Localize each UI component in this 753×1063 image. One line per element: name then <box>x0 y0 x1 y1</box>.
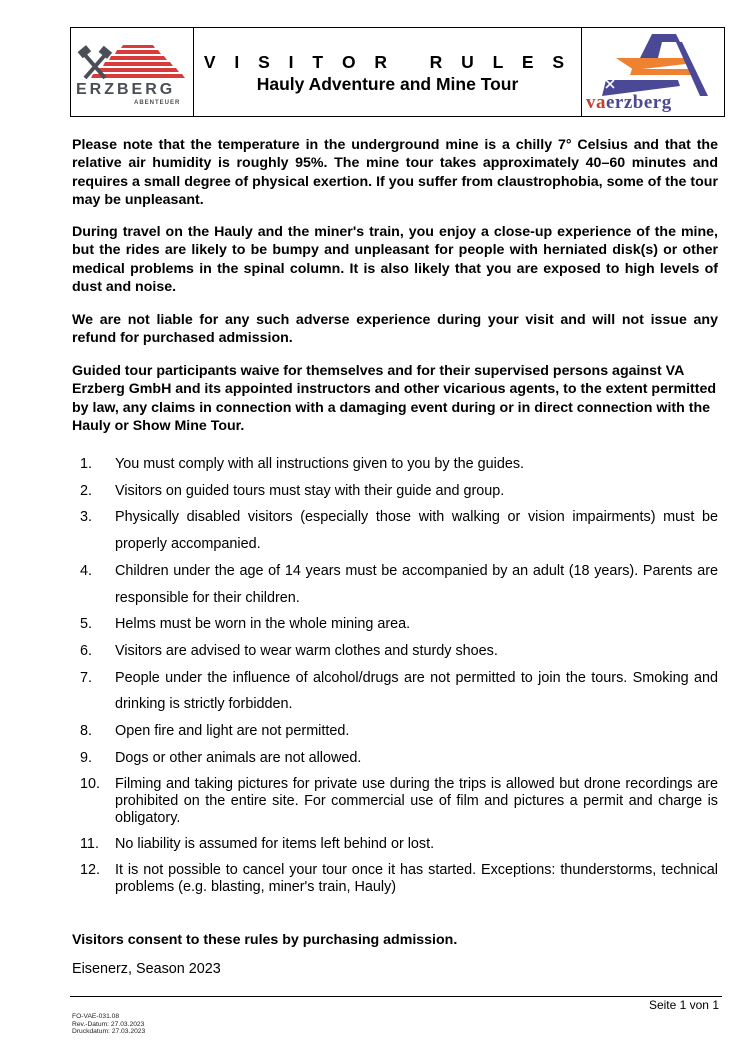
rule-number: 3. <box>80 509 93 526</box>
rule-text: Dogs or other animals are not allowed. <box>115 749 362 766</box>
rule-number: 11. <box>80 836 99 853</box>
consent-statement: Visitors consent to these rules by purchasing admission. <box>72 932 458 948</box>
rule-item <box>72 718 718 745</box>
abenteuer-tagline: ABENTEUER <box>134 100 181 106</box>
rule-number: 9. <box>80 749 93 766</box>
rule-text: You must comply with all instructions given to you by the guides. <box>115 456 525 472</box>
rule-item <box>72 638 718 665</box>
intro-paragraph-liability: We are not liable for any such adverse experience during your visit and will not issue any refund for purchased admission. <box>72 312 718 347</box>
title-block <box>194 28 581 116</box>
rule-number: 10. <box>80 776 101 793</box>
erzberg-wordmark: ERZBERG <box>76 81 176 98</box>
vaerzberg-wordmark <box>586 92 672 114</box>
rule-text: Physically disabled visitors (especially those with walking or vision impairments) must be properly accompanied. <box>115 509 718 553</box>
form-metadata <box>72 1013 145 1036</box>
rule-number: 5. <box>80 616 93 633</box>
vaerzberg-logo <box>581 28 724 116</box>
rule-text: No liability is assumed for items left behind or lost. <box>115 836 435 853</box>
rule-text: Children under the age of 14 years must be accompanied by an adult (18 years). Parents are responsible for their children. <box>115 562 718 606</box>
page-title: V I S I T O R R U L E S <box>203 51 572 72</box>
rule-item <box>72 478 718 505</box>
page-subtitle: Hauly Adventure and Mine Tour <box>256 73 519 94</box>
rule-number: 6. <box>80 642 93 659</box>
rules-list <box>72 451 718 896</box>
document-header <box>70 27 725 117</box>
form-code: FO-VAE-031.08 <box>72 1013 120 1020</box>
rule-item <box>72 611 718 638</box>
revision-date: Rev.-Datum: 27.03.2023 <box>72 1020 145 1028</box>
rule-number: 4. <box>80 562 93 579</box>
footer-divider <box>70 996 722 997</box>
rule-text: Visitors on guided tours must stay with their guide and group. <box>115 482 505 499</box>
print-date: Druckdatum: 27.03.2023 <box>72 1028 146 1036</box>
rule-number: 1. <box>80 456 93 472</box>
rule-text: It is not possible to cancel your tour once it has started. Exceptions: thunderstorms, technical problems (e.g. blasting, miner's train, Hauly) <box>115 862 718 896</box>
place-and-season: Eisenerz, Season 2023 <box>72 961 221 977</box>
rule-text: People under the influence of alcohol/drugs are not permitted to join the tours. Smoking and drinking is strictly forbidden. <box>115 669 718 713</box>
rule-item <box>72 745 718 772</box>
rule-item <box>72 451 718 478</box>
rule-number: 12. <box>80 862 101 879</box>
intro-paragraph-waiver: Guided tour participants waive for themselves and for their supervised persons against VA Erzberg GmbH and its appointed instructors and other vicarious agents, to the extent permitted by law, any claims in connection with a damaging event during or in direct connection with the Hauly or Show Mine Tour. <box>72 363 717 434</box>
rule-item <box>72 558 718 611</box>
rule-item <box>72 836 718 853</box>
rule-number: 2. <box>80 482 93 499</box>
rule-text: Visitors are advised to wear warm clothes and sturdy shoes. <box>115 642 498 659</box>
rule-text: Filming and taking pictures for private use during the trips is allowed but drone recordings are prohibited on the entire site. For commercial use of film and pictures a permit and charge is obligatory. <box>115 776 718 827</box>
rule-item <box>72 776 718 827</box>
rule-number: 8. <box>80 723 93 740</box>
hammer-and-pick-icon <box>78 45 113 78</box>
rule-item <box>72 665 718 718</box>
rule-item <box>72 504 718 557</box>
rule-text: Helms must be worn in the whole mining area. <box>115 616 411 633</box>
intro-paragraph-rides: During travel on the Hauly and the miner's train, you enjoy a close-up experience of the mine, but the rides are likely to be bumpy and unpleasant for people with herniated disk(s) or other medical problems in the spinal column. It is also likely that you are exposed to high levels of dust and noise. <box>72 224 718 295</box>
intro-paragraph-temperature: Please note that the temperature in the underground mine is a chilly 7° Celsius and that the relative air humidity is roughly 95%. The mine tour takes approximately 40–60 minutes and requires a small degree of physical exertion. If you suffer from claustrophobia, some of the tour may be unpleasant. <box>72 137 718 208</box>
rule-text: Open fire and light are not permitted. <box>115 723 350 740</box>
wordmark-erzberg: erzberg <box>606 92 672 113</box>
rule-item <box>72 862 718 896</box>
wordmark-va: va <box>586 92 606 113</box>
erzberg-abenteuer-logo <box>71 28 194 116</box>
rule-number: 7. <box>80 669 93 686</box>
page-number: Seite 1 von 1 <box>648 998 719 1012</box>
